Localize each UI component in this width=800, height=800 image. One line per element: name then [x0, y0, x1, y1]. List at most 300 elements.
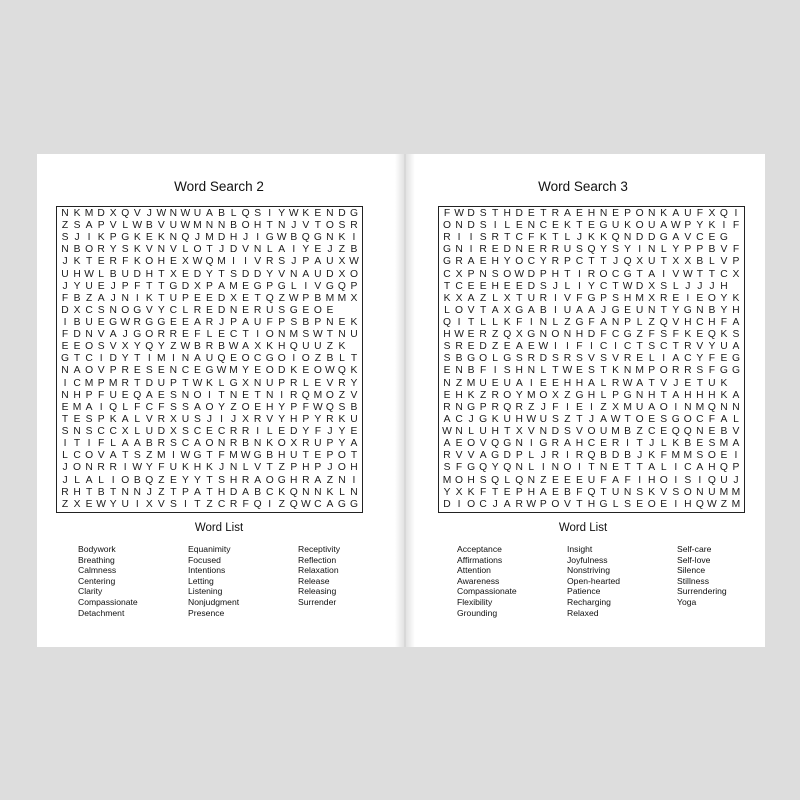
grid-letter: L — [444, 304, 450, 316]
grid-letter: H — [587, 389, 596, 401]
grid-letter: T — [254, 389, 261, 401]
grid-letter: O — [145, 256, 154, 268]
grid-letter: I — [493, 365, 497, 377]
grid-letter: B — [708, 244, 716, 256]
grid-letter: X — [230, 292, 237, 304]
grid-letter: S — [479, 232, 487, 244]
word-list-item: Attention — [457, 565, 491, 576]
grid-letter: K — [338, 232, 346, 244]
grid-letter: P — [97, 377, 105, 389]
grid-letter: F — [600, 474, 607, 486]
grid-letter: L — [564, 280, 571, 292]
grid-letter: D — [193, 268, 202, 280]
grid-letter: F — [660, 450, 667, 462]
grid-letter: I — [614, 341, 617, 353]
word-list-item: Flexibility — [457, 596, 493, 607]
grid-letter: O — [647, 498, 656, 510]
grid-letter: K — [443, 292, 451, 304]
grid-letter: N — [455, 365, 463, 377]
grid-letter: X — [194, 280, 201, 292]
grid-letter: J — [649, 438, 655, 450]
grid-letter: N — [169, 207, 178, 219]
grid-letter: Q — [707, 474, 716, 486]
grid-letter: N — [326, 207, 334, 219]
grid-letter: S — [443, 353, 451, 365]
grid-letter: R — [563, 353, 572, 365]
grid-letter: G — [611, 304, 620, 316]
grid-letter: U — [314, 268, 322, 280]
grid-letter: N — [253, 244, 262, 256]
grid-letter: A — [648, 462, 656, 474]
grid-letter: N — [563, 329, 572, 341]
grid-letter: I — [171, 450, 175, 462]
grid-letter: H — [684, 316, 692, 328]
grid-letter: C — [217, 426, 226, 438]
grid-letter: S — [181, 401, 189, 413]
grid-letter: K — [612, 365, 619, 377]
grid-letter: D — [278, 365, 286, 377]
grid-letter: N — [121, 486, 129, 498]
grid-letter: I — [268, 498, 272, 510]
grid-letter: C — [696, 232, 704, 244]
grid-letter: R — [515, 401, 523, 413]
grid-letter: C — [109, 426, 117, 438]
grid-letter: A — [206, 207, 213, 219]
grid-letter: Y — [338, 438, 346, 450]
grid-letter: G — [731, 365, 740, 377]
grid-letter: A — [194, 353, 201, 365]
word-list-item: Release — [298, 575, 330, 586]
grid-letter: U — [265, 304, 274, 316]
grid-letter: Q — [611, 232, 620, 244]
grid-letter: W — [288, 292, 299, 304]
grid-letter: H — [696, 389, 704, 401]
grid-letter: U — [720, 341, 728, 353]
grid-letter: N — [696, 426, 704, 438]
grid-letter: P — [539, 498, 547, 510]
grid-letter: F — [134, 401, 141, 413]
grid-letter: Q — [707, 329, 716, 341]
grid-letter: H — [684, 389, 692, 401]
grid-letter: I — [352, 474, 356, 486]
grid-letter: I — [304, 280, 308, 292]
grid-letter: E — [242, 304, 250, 316]
grid-letter: W — [192, 377, 203, 389]
grid-letter: Z — [278, 462, 285, 474]
grid-letter: T — [206, 450, 213, 462]
grid-letter: T — [110, 486, 117, 498]
grid-letter: U — [169, 292, 178, 304]
grid-letter: I — [469, 232, 473, 244]
grid-letter: B — [290, 232, 298, 244]
grid-letter: P — [314, 316, 322, 328]
grid-letter: E — [242, 389, 250, 401]
grid-letter: T — [624, 462, 631, 474]
grid-letter: Q — [109, 401, 118, 413]
grid-letter: H — [491, 280, 499, 292]
grid-letter: V — [588, 353, 595, 365]
grid-letter: J — [697, 280, 703, 292]
grid-letter: W — [610, 413, 621, 425]
grid-letter: T — [242, 329, 249, 341]
grid-letter: R — [551, 207, 560, 219]
grid-letter: S — [539, 280, 547, 292]
grid-letter: Q — [325, 401, 334, 413]
grid-letter: U — [109, 389, 117, 401]
grid-letter: J — [74, 232, 80, 244]
grid-letter: A — [672, 389, 680, 401]
grid-letter: S — [588, 365, 595, 377]
grid-letter: V — [660, 377, 668, 389]
grid-letter: W — [216, 365, 227, 377]
grid-letter: E — [684, 377, 692, 389]
grid-letter: N — [647, 244, 656, 256]
grid-letter: L — [110, 438, 117, 450]
grid-letter: V — [97, 329, 105, 341]
grid-letter: J — [62, 474, 68, 486]
grid-letter: S — [169, 498, 177, 510]
grid-letter: T — [696, 377, 703, 389]
grid-letter: H — [73, 389, 81, 401]
grid-letter: M — [635, 365, 644, 377]
grid-letter: W — [442, 426, 452, 438]
grid-letter — [730, 281, 742, 293]
grid-letter: C — [527, 256, 535, 268]
grid-letter: N — [217, 438, 226, 450]
grid-letter: D — [611, 450, 620, 462]
book-spread — [37, 154, 765, 647]
grid-letter: C — [169, 304, 178, 316]
grid-letter: A — [326, 498, 334, 510]
grid-letter: E — [491, 377, 499, 389]
grid-letter: E — [121, 389, 129, 401]
grid-letter: E — [97, 316, 105, 328]
word-list-item: Patience — [567, 586, 601, 597]
grid-letter: E — [181, 316, 189, 328]
grid-letter: A — [467, 292, 475, 304]
grid-letter: I — [352, 232, 356, 244]
grid-letter: I — [63, 438, 67, 450]
grid-letter: I — [135, 292, 139, 304]
grid-letter: F — [122, 256, 129, 268]
grid-letter: M — [157, 450, 166, 462]
grid-letter: W — [300, 498, 311, 510]
grid-letter: E — [169, 474, 177, 486]
grid-letter: L — [612, 498, 619, 510]
grid-letter: B — [230, 220, 237, 232]
grid-letter: S — [672, 486, 680, 498]
grid-letter: L — [98, 474, 104, 486]
grid-letter: E — [491, 244, 499, 256]
grid-letter: N — [205, 220, 214, 232]
word-list-item: Awareness — [457, 575, 500, 586]
grid-letter: U — [539, 413, 548, 425]
grid-letter: G — [539, 438, 548, 450]
grid-letter: U — [85, 280, 93, 292]
grid-letter: A — [600, 316, 607, 328]
grid-letter: H — [229, 474, 238, 486]
grid-letter: Z — [564, 316, 571, 328]
grid-letter: J — [327, 426, 333, 438]
grid-letter: H — [575, 329, 584, 341]
grid-letter: K — [720, 329, 728, 341]
word-list-item: Nonstriving — [567, 565, 610, 576]
grid-letter: U — [647, 220, 656, 232]
grid-letter: N — [515, 244, 523, 256]
grid-letter: Z — [564, 389, 571, 401]
grid-letter: K — [648, 486, 656, 498]
grid-letter: F — [158, 401, 165, 413]
grid-letter: U — [708, 486, 716, 498]
grid-letter: J — [468, 413, 474, 425]
grid-letter: F — [732, 244, 740, 256]
grid-letter: X — [109, 207, 117, 219]
grid-letter: Y — [588, 280, 595, 292]
grid-letter: E — [230, 353, 237, 365]
grid-letter: I — [123, 462, 127, 474]
grid-letter: R — [157, 413, 166, 425]
grid-letter: A — [242, 341, 250, 353]
grid-letter: O — [277, 353, 286, 365]
grid-letter: H — [73, 268, 81, 280]
grid-letter: U — [314, 438, 322, 450]
grid-letter: Q — [503, 462, 512, 474]
word-list-item: Listening — [188, 586, 223, 597]
grid-letter: O — [635, 207, 644, 219]
grid-letter: A — [85, 220, 93, 232]
grid-letter: R — [121, 365, 129, 377]
grid-letter: Y — [73, 280, 81, 292]
grid-letter: T — [492, 486, 499, 498]
grid-letter: D — [479, 341, 487, 353]
grid-letter: I — [698, 474, 702, 486]
grid-letter: A — [612, 474, 619, 486]
grid-letter: G — [325, 280, 334, 292]
grid-letter: E — [527, 207, 535, 219]
word-list-item: Presence — [188, 607, 225, 618]
grid-letter: X — [455, 486, 463, 498]
grid-letter: A — [720, 413, 728, 425]
grid-letter: H — [290, 474, 298, 486]
grid-letter: E — [443, 389, 451, 401]
grid-letter: E — [503, 280, 511, 292]
grid-letter: P — [600, 292, 607, 304]
grid-letter: Q — [443, 316, 452, 328]
grid-letter: G — [467, 462, 476, 474]
grid-letter: K — [672, 438, 680, 450]
grid-letter: K — [97, 232, 105, 244]
grid-letter: H — [73, 486, 81, 498]
grid-letter: A — [314, 256, 322, 268]
grid-letter: N — [623, 486, 632, 498]
grid-letter: N — [61, 244, 69, 256]
grid-letter: L — [504, 220, 511, 232]
grid-letter: K — [157, 232, 165, 244]
grid-letter: L — [182, 244, 189, 256]
grid-letter: N — [647, 304, 656, 316]
grid-letter: E — [527, 341, 535, 353]
grid-letter: W — [132, 220, 143, 232]
grid-letter: E — [600, 438, 607, 450]
grid-letter: K — [109, 413, 117, 425]
grid-letter: S — [338, 401, 346, 413]
grid-letter: D — [181, 280, 190, 292]
grid-letter: E — [503, 486, 511, 498]
grid-letter: V — [696, 341, 704, 353]
grid-letter: G — [719, 232, 728, 244]
grid-letter: F — [588, 316, 595, 328]
grid-letter: E — [636, 498, 644, 510]
grid-letter: U — [720, 474, 728, 486]
grid-letter: N — [599, 207, 608, 219]
grid-letter: I — [662, 353, 666, 365]
grid-letter: X — [121, 341, 129, 353]
grid-letter: H — [455, 389, 463, 401]
grid-letter: A — [350, 438, 358, 450]
grid-letter: L — [528, 450, 535, 462]
grid-letter: G — [349, 498, 358, 510]
grid-letter: W — [622, 280, 633, 292]
grid-letter: O — [683, 486, 692, 498]
grid-letter: B — [73, 244, 81, 256]
grid-letter: I — [674, 474, 678, 486]
grid-letter: J — [218, 462, 225, 474]
grid-letter: F — [158, 462, 165, 474]
grid-letter: E — [720, 353, 728, 365]
grid-letter: N — [527, 365, 535, 377]
grid-letter: E — [672, 292, 680, 304]
grid-letter: Q — [265, 292, 274, 304]
grid-letter: N — [455, 426, 463, 438]
grid-letter: S — [169, 438, 177, 450]
grid-letter: G — [515, 304, 524, 316]
grid-letter: W — [96, 498, 106, 510]
grid-letter: Q — [623, 256, 632, 268]
grid-letter: F — [61, 329, 69, 341]
grid-letter: H — [467, 474, 475, 486]
grid-letter: C — [85, 304, 93, 316]
grid-letter: A — [109, 329, 117, 341]
grid-letter: N — [73, 426, 81, 438]
grid-letter: O — [145, 329, 154, 341]
grid-letter: U — [290, 450, 298, 462]
grid-letter: J — [206, 413, 213, 425]
grid-letter: I — [208, 389, 211, 401]
grid-letter: S — [302, 329, 310, 341]
grid-letter: I — [268, 207, 272, 219]
grid-letter: U — [205, 353, 214, 365]
grid-letter: E — [708, 232, 716, 244]
grid-letter: I — [553, 341, 557, 353]
grid-letter: N — [109, 304, 117, 316]
grid-letter: A — [648, 268, 656, 280]
grid-letter: E — [612, 207, 619, 219]
grid-letter: D — [539, 353, 548, 365]
grid-letter: D — [467, 207, 475, 219]
grid-letter: C — [217, 498, 226, 510]
grid-letter: P — [109, 232, 117, 244]
grid-letter: M — [84, 377, 94, 389]
grid-letter: T — [73, 353, 81, 365]
grid-letter: Q — [503, 329, 512, 341]
grid-letter: J — [146, 486, 152, 498]
grid-letter: A — [588, 304, 595, 316]
grid-letter: G — [443, 244, 452, 256]
grid-letter: B — [326, 353, 334, 365]
grid-letter: P — [479, 401, 487, 413]
grid-letter: R — [551, 450, 560, 462]
grid-letter: A — [563, 438, 571, 450]
grid-letter: G — [133, 329, 142, 341]
grid-letter: A — [732, 438, 740, 450]
grid-letter: W — [526, 498, 537, 510]
grid-letter: O — [241, 353, 250, 365]
grid-letter: O — [337, 462, 346, 474]
grid-letter: A — [503, 498, 511, 510]
grid-letter: Z — [326, 341, 334, 353]
grid-letter: B — [242, 438, 250, 450]
grid-letter: V — [479, 438, 487, 450]
grid-letter: D — [326, 268, 334, 280]
grid-letter: H — [157, 256, 166, 268]
grid-letter: C — [314, 498, 322, 510]
grid-letter: U — [157, 377, 166, 389]
grid-letter: V — [720, 244, 728, 256]
grid-letter: T — [492, 207, 499, 219]
grid-letter: H — [515, 413, 523, 425]
grid-letter: X — [338, 256, 346, 268]
grid-letter: D — [290, 426, 298, 438]
grid-letter: E — [551, 486, 559, 498]
grid-letter: O — [659, 401, 668, 413]
grid-letter: U — [684, 207, 692, 219]
grid-letter: V — [467, 304, 475, 316]
grid-letter: M — [84, 207, 94, 219]
grid-letter: X — [708, 207, 716, 219]
grid-letter: G — [719, 365, 728, 377]
grid-letter: Y — [181, 474, 189, 486]
grid-letter: B — [467, 365, 475, 377]
grid-letter: I — [565, 450, 569, 462]
grid-letter: U — [503, 413, 511, 425]
grid-letter: E — [479, 280, 487, 292]
grid-letter: I — [638, 244, 642, 256]
grid-letter: P — [314, 462, 322, 474]
grid-letter: L — [182, 304, 189, 316]
grid-letter: G — [587, 292, 596, 304]
grid-letter: T — [552, 365, 559, 377]
grid-letter: E — [169, 316, 177, 328]
grid-letter: L — [528, 462, 535, 474]
grid-letter: Y — [157, 341, 165, 353]
grid-letter: T — [158, 268, 165, 280]
grid-letter: J — [291, 220, 297, 232]
grid-letter: S — [338, 220, 346, 232]
grid-letter: W — [156, 207, 167, 219]
grid-letter: S — [133, 450, 141, 462]
grid-letter: P — [302, 413, 310, 425]
grid-letter: M — [719, 438, 729, 450]
grid-letter: L — [660, 462, 667, 474]
grid-letter: A — [732, 316, 740, 328]
grid-letter: J — [600, 304, 607, 316]
grid-letter: Y — [539, 256, 547, 268]
grid-letter: F — [443, 207, 451, 219]
grid-letter: H — [575, 377, 584, 389]
grid-letter: U — [563, 304, 572, 316]
grid-letter: S — [648, 341, 656, 353]
grid-letter: Q — [253, 498, 262, 510]
